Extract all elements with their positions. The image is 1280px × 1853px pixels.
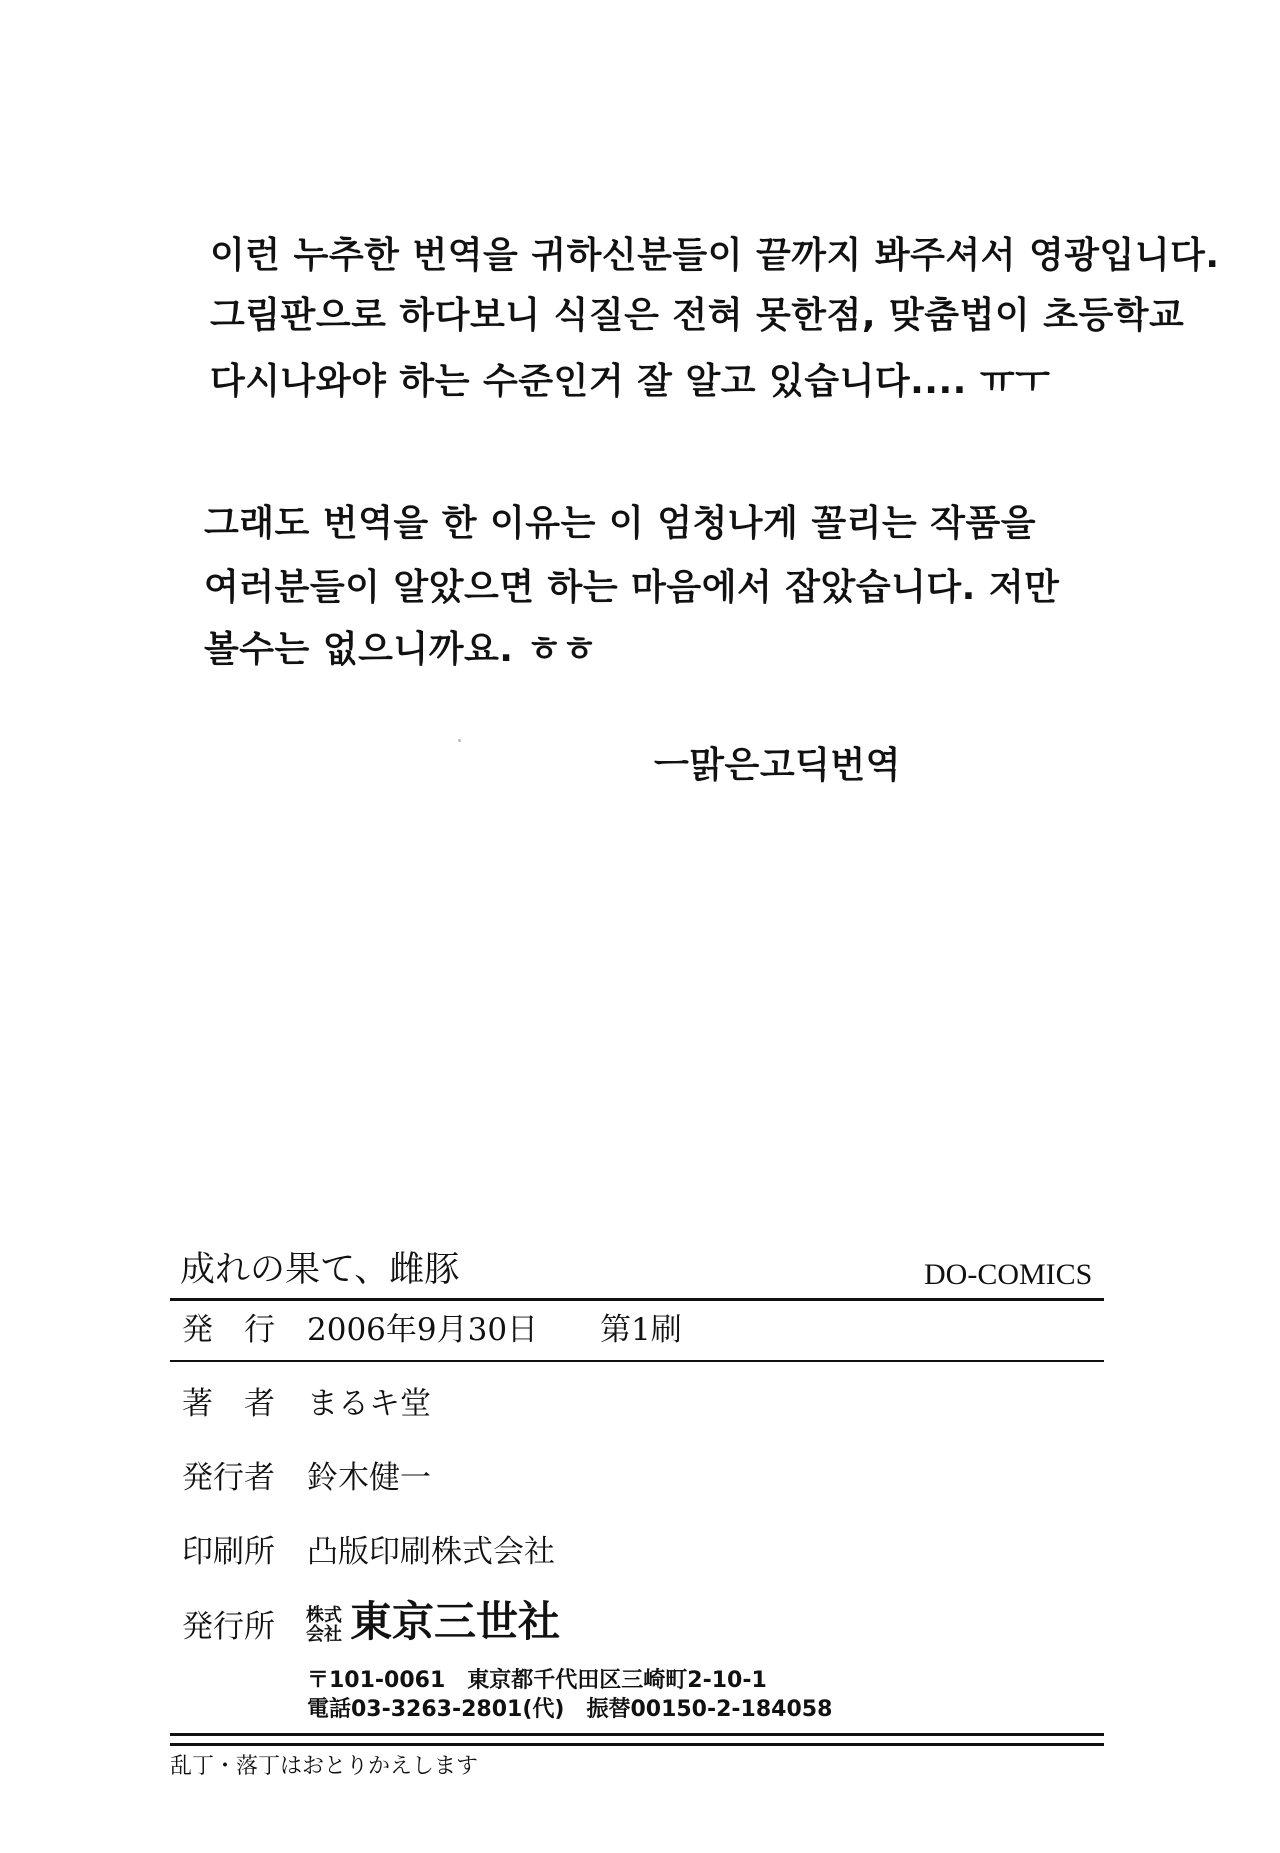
issue-value: 2006年9月30日 第1刷 (307, 1312, 682, 1348)
note-line: 다시나와야 하는 수준인거 잘 알고 있습니다.... ㅠㅜ (210, 361, 1051, 402)
publisher-label: 発行所 (182, 1609, 275, 1645)
footer-rule-bottom (170, 1743, 1104, 1746)
note-line: 볼수는 없으니까요. ㅎㅎ (204, 629, 598, 670)
book-title: 成れの果て、雌豚 (180, 1250, 460, 1290)
issue-label: 発 行 (182, 1312, 275, 1348)
scan-speck (458, 739, 461, 742)
imprint-label: DO-COMICS (924, 1258, 1093, 1291)
publisher-contact: 電話03-3263-2801(代) 振替00150-2-184058 (307, 1697, 833, 1722)
title-rule (170, 1298, 1104, 1301)
footer-rule-top (170, 1733, 1104, 1736)
note-line: 그림판으로 하다보니 식질은 전혀 못한점, 맞춤법이 초등학교 (210, 295, 1185, 336)
author-value: まるキ堂 (307, 1386, 431, 1422)
publisher-address: 〒101-0061 東京都千代田区三崎町2-10-1 (307, 1668, 767, 1693)
publisher-kind: 株式会社 (306, 1605, 342, 1645)
printer-label: 印刷所 (182, 1534, 275, 1570)
note-line: 여러분들이 알았으면 하는 마음에서 잡았습니다. 저만 (204, 567, 1060, 608)
printer-value: 凸版印刷株式会社 (307, 1534, 555, 1570)
author-label: 著 者 (182, 1386, 275, 1422)
issue-rule (170, 1360, 1104, 1362)
note-line: 이런 누추한 번역을 귀하신분들이 끝까지 봐주셔서 영광입니다. (210, 235, 1220, 276)
note-line: 그래도 번역을 한 이유는 이 엄청나게 꼴리는 작품을 (204, 503, 1037, 544)
publisher-name: 東京三世社 (350, 1597, 561, 1646)
translator-signature: ㅡ맑은고딕번역 (654, 745, 901, 786)
publisher-person-label: 発行者 (182, 1460, 275, 1496)
publisher-person-value: 鈴木健一 (307, 1460, 431, 1496)
replacement-note: 乱丁・落丁はおとりかえします (170, 1754, 479, 1779)
